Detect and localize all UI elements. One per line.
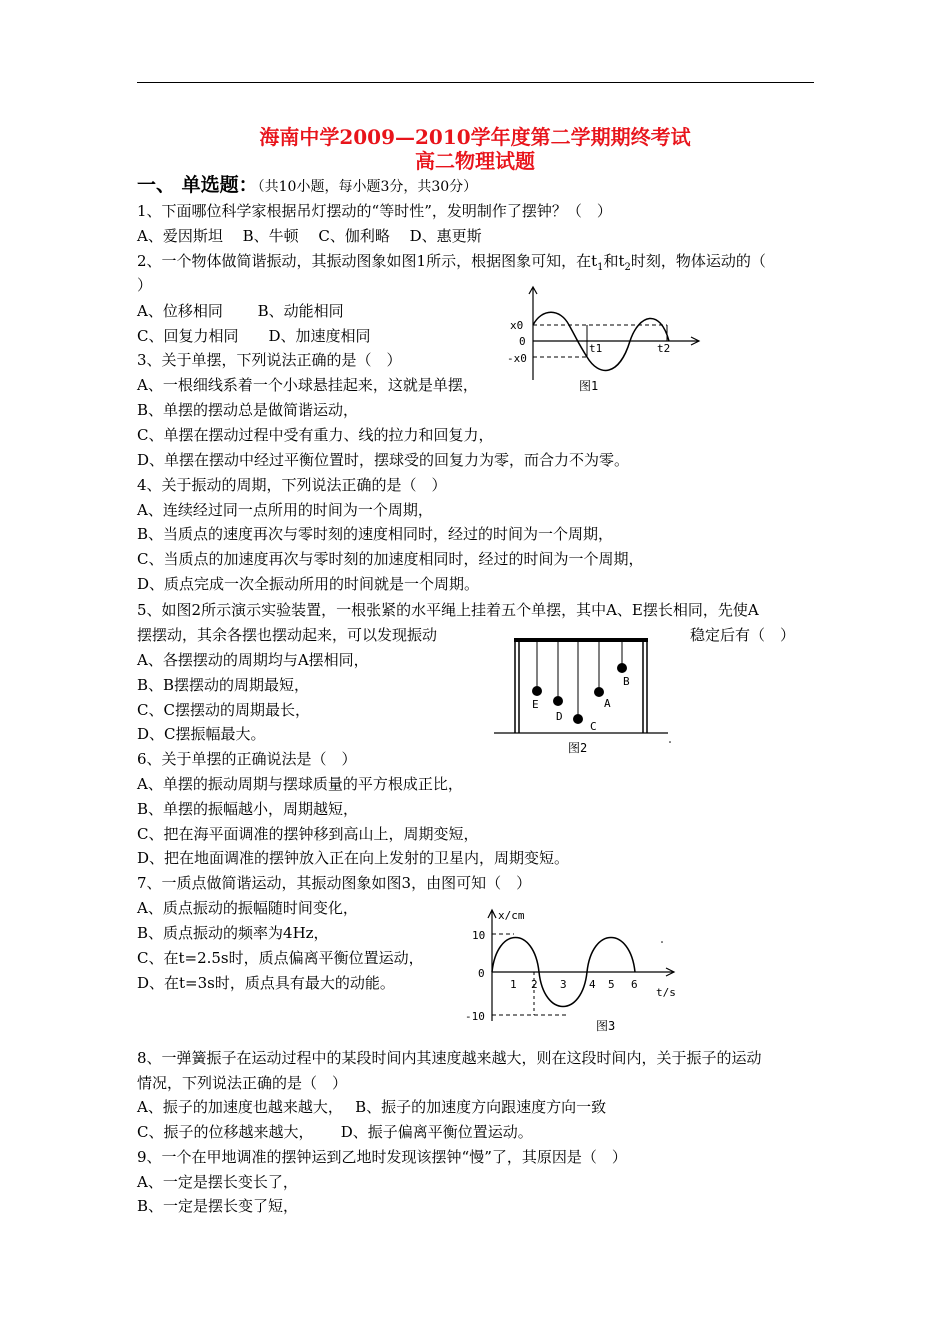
figure-3-tick-5: 5	[608, 978, 615, 991]
q3-option-a: A、一根细线系着一个小球悬挂起来，这就是单摆，	[137, 376, 478, 394]
q5-option-a: A、各摆摆动的周期均与A摆相同，	[137, 651, 369, 669]
pendulum-e	[532, 642, 542, 711]
q6-stem: 6、关于单摆的正确说法是（ ）	[137, 750, 357, 768]
q6-option-a: A、单摆的振动周期与摆球质量的平方根成正比，	[137, 775, 463, 793]
q9-stem: 9、一个在甲地调准的摆钟运到乙地时发现该摆钟“慢”了，其原因是（ ）	[137, 1148, 627, 1166]
pendulum-d	[553, 642, 563, 723]
q2-stem	[137, 251, 766, 271]
q2-options-ab: A、位移相同 B、动能相同	[137, 302, 344, 320]
section-heading	[137, 175, 477, 197]
figure-3-y0-label: 0	[478, 967, 485, 980]
pendulum-b	[617, 642, 630, 688]
figure-1-zero-label: 0	[519, 335, 526, 348]
figure-3-tick-1: 1	[510, 978, 517, 991]
pendulum-b-label: B	[623, 675, 630, 688]
figure-1-caption: 图1	[579, 379, 599, 393]
q8-stem-1: 8、一弹簧振子在运动过程中的某段时间内其速度越来越大，则在这段时间内，关于振子的运动	[137, 1049, 762, 1067]
pendulum-d-label: D	[556, 710, 563, 723]
figure-3-axes	[488, 910, 674, 1021]
figure-3-caption: 图3	[596, 1019, 616, 1033]
figure-3-y10-label: 10	[472, 929, 486, 942]
figure-1-x0-label: x0	[510, 319, 524, 332]
q1-stem: 1、下面哪位科学家根据吊灯摆动的“等时性”，发明制作了摆钟？（ ）	[137, 202, 612, 220]
q1-options: A、爱因斯坦 B、牛顿 C、伽利略 D、惠更斯	[137, 227, 482, 245]
q2-stem-a: 2、一个物体做简谐振动，其振动图象如图1所示，根据图象可知，在t	[137, 252, 598, 270]
figure-1-t1-label: t1	[589, 342, 603, 355]
figure-3-tick-2: 2	[531, 978, 538, 991]
figure-2-frame	[494, 638, 671, 743]
q7-option-b: B、质点振动的频率为4Hz，	[137, 924, 329, 942]
pendulum-c-label: C	[590, 720, 597, 733]
section-title: 一、 单选题：	[137, 174, 258, 196]
q5-option-c: C、C摆摆动的周期最长，	[137, 701, 310, 719]
pendulum-a	[594, 642, 611, 710]
q3-stem: 3、关于单摆，下列说法正确的是（ ）	[137, 351, 402, 369]
q2-sub2: 2	[624, 262, 631, 273]
q4-option-c: C、当质点的加速度再次与零时刻的加速度相同时，经过的时间为一个周期，	[137, 550, 644, 568]
q2-options-cd: C、回复力相同 D、加速度相同	[137, 327, 371, 345]
pendulum-c	[573, 642, 597, 733]
figure-1-axes	[529, 287, 699, 380]
q5-stem-2a: 摆摆动，其余各摆也摆动起来，可以发现振动	[137, 626, 438, 644]
figure-1-negx0-label: -x0	[507, 352, 527, 365]
q6-option-c: C、把在海平面调准的摆钟移到高山上，周期变短，	[137, 825, 479, 843]
pendulum-e-label: E	[532, 698, 539, 711]
q2-stem-b: 和t	[603, 252, 625, 270]
q4-option-b: B、当质点的速度再次与零时刻的速度相同时，经过的时间为一个周期，	[137, 525, 614, 543]
q9-option-a: A、一定是摆长变长了，	[137, 1173, 298, 1191]
header-rule	[137, 82, 814, 83]
q7-option-d: D、在t=3s时，质点具有最大的动能。	[137, 974, 395, 992]
q5-stem-1: 5、如图2所示演示实验装置，一根张紧的水平绳上挂着五个单摆，其中A、E摆长相同，先使A	[137, 601, 759, 619]
q6-option-d: D、把在地面调准的摆钟放入正在向上发射的卫星内，周期变短。	[137, 849, 570, 867]
q7-stem: 7、一质点做简谐运动，其振动图象如图3，由图可知（ ）	[137, 874, 532, 892]
figure-3-tick-4: 4	[589, 978, 596, 991]
q7-option-a: A、质点振动的振幅随时间变化，	[137, 899, 358, 917]
figure-3-tick-3: 3	[560, 978, 567, 991]
figure-3-xlabel: t/s	[656, 986, 676, 999]
q3-option-c: C、单摆在摆动过程中受有重力、线的拉力和回复力，	[137, 426, 494, 444]
q2-stem-c: 时刻，物体运动的（	[630, 252, 766, 270]
figure-2-caption: 图2	[568, 741, 588, 755]
figure-3	[462, 906, 680, 1034]
q9-option-b: B、一定是摆长变了短，	[137, 1197, 299, 1215]
q8-options-cd: C、振子的位移越来越大， D、振子偏离平衡位置运动。	[137, 1123, 533, 1141]
q3-option-b: B、单摆的摆动总是做简谐运动，	[137, 401, 359, 419]
q4-stem: 4、关于振动的周期，下列说法正确的是（ ）	[137, 476, 447, 494]
q5-option-b: B、B摆摆动的周期最短，	[137, 676, 310, 694]
exam-subtitle: 高二物理试题	[415, 149, 535, 173]
figure-3-ylabel: x/cm	[498, 909, 525, 922]
figure-2	[492, 636, 674, 758]
q8-stem-2: 情况，下列说法正确的是（ ）	[137, 1074, 348, 1092]
figure-1	[505, 284, 705, 396]
q6-option-b: B、单摆的振幅越小，周期越短，	[137, 800, 359, 818]
q4-option-d: D、质点完成一次全振动所用的时间就是一个周期。	[137, 575, 480, 593]
figure-3-tick-6: 6	[631, 978, 638, 991]
pendulum-a-label: A	[604, 697, 611, 710]
section-note: （共10小题，每小题3分，共30分）	[257, 179, 478, 195]
q7-option-c: C、在t=2.5s时，质点偏离平衡位置运动，	[137, 949, 424, 967]
q8-options-ab: A、振子的加速度也越来越大， B、振子的加速度方向跟速度方向一致	[137, 1098, 607, 1116]
exam-title: 海南中学2009—2010学年度第二学期期终考试	[259, 125, 691, 149]
q5-stem-2b: 稳定后有（ ）	[690, 626, 796, 644]
q5-option-d: D、C摆振幅最大。	[137, 725, 266, 743]
q4-option-a: A、连续经过同一点所用的时间为一个周期，	[137, 501, 433, 519]
q2-sub1: 1	[597, 262, 604, 273]
q2-stem-end: ）	[137, 276, 153, 294]
figure-1-t2-label: t2	[657, 342, 671, 355]
q3-option-d: D、单摆在摆动中经过平衡位置时，摆球受的回复力为零，而合力不为零。	[137, 451, 630, 469]
figure-3-yneg10-label: -10	[465, 1010, 485, 1023]
